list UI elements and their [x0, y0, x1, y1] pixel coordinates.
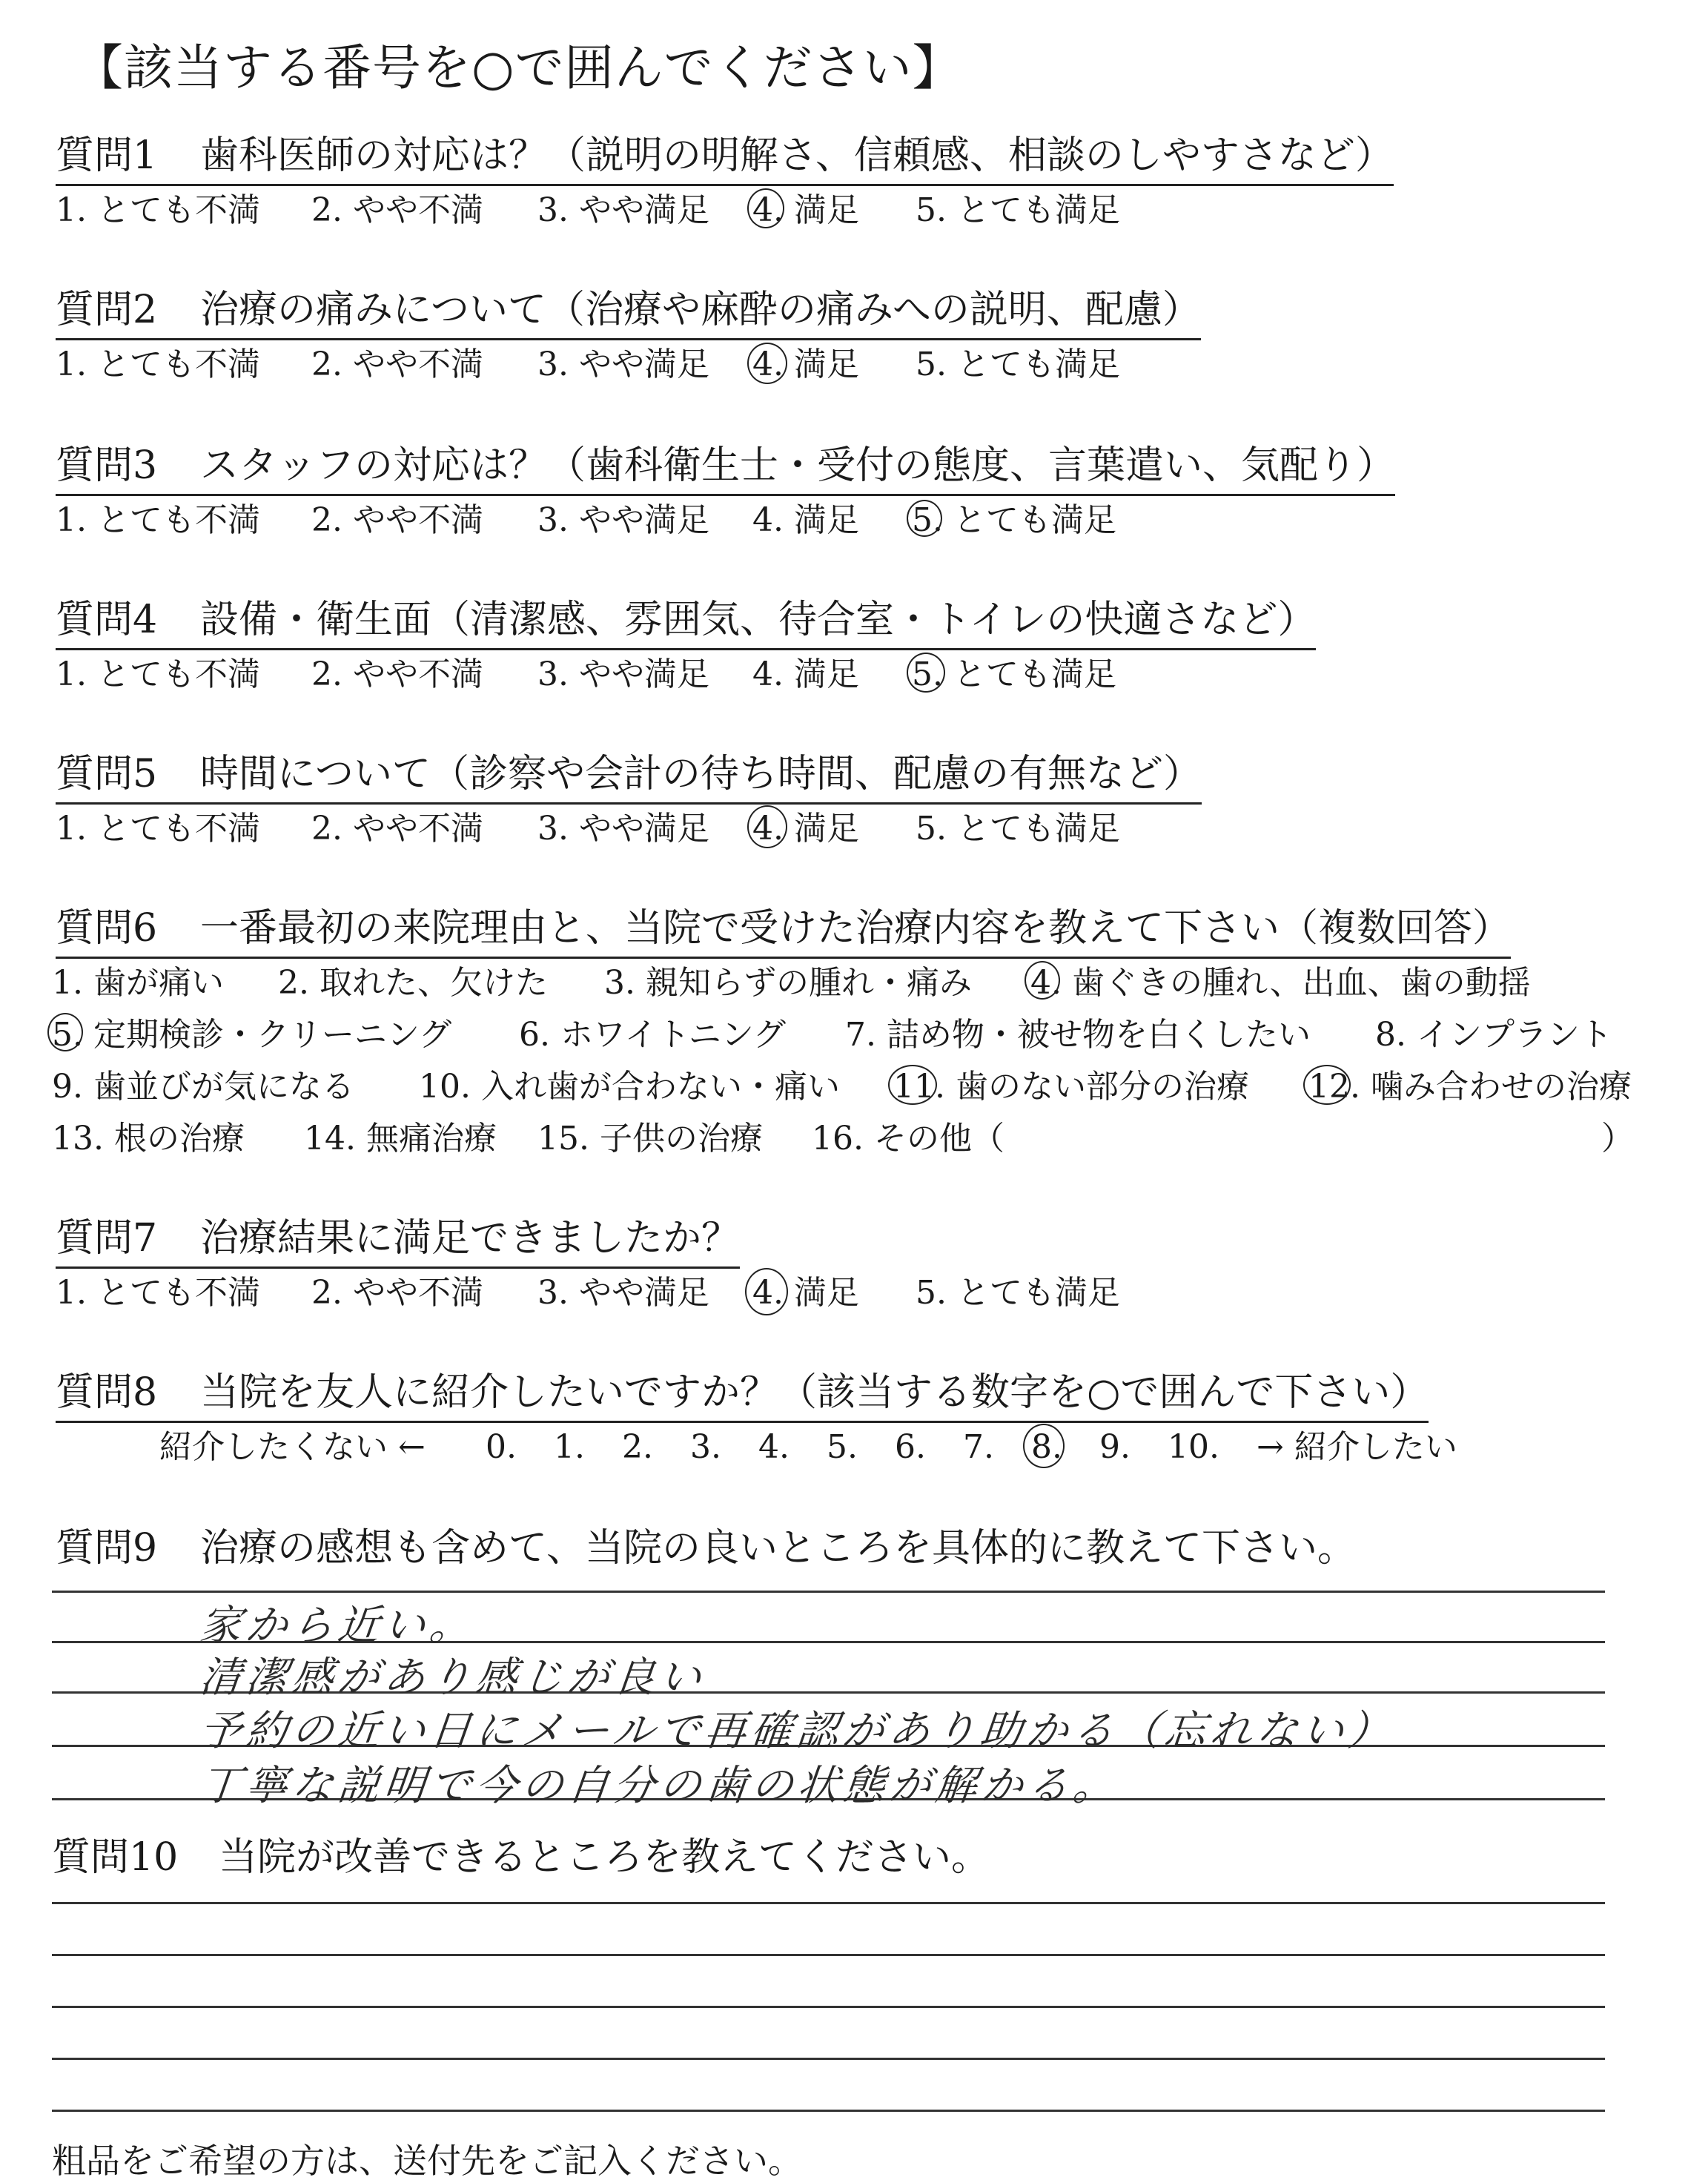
q2-selection-circle	[747, 343, 787, 384]
q5-selection-circle	[747, 805, 787, 848]
page-title: 【該当する番号を○で囲んでください】	[74, 39, 962, 96]
q8-option-8[interactable]: 8.	[1031, 1428, 1062, 1466]
q1-option-2[interactable]: 2. やや不満	[311, 191, 483, 229]
q7-option-1[interactable]: 1. とても不満	[56, 1274, 260, 1312]
q10-answer-line-4	[52, 2058, 1605, 2060]
q10-answer-line-1	[52, 1902, 1605, 1904]
q7-option-5[interactable]: 5. とても満足	[916, 1274, 1120, 1312]
q8-right-label: → 紹介したい	[1257, 1428, 1457, 1466]
question-4-options	[56, 655, 1242, 700]
q4-option-5[interactable]: 5. とても満足	[912, 655, 1116, 693]
q1-option-3[interactable]: 3. やや満足	[537, 191, 709, 229]
q9-handwritten-answer-2: 清潔感があり感じが良い	[197, 1654, 708, 1702]
footer-note: 粗品をご希望の方は、送付先をご記入ください。	[52, 2141, 802, 2181]
q7-option-2[interactable]: 2. やや不満	[311, 1274, 483, 1312]
question-3	[56, 443, 1395, 496]
q2-option-3[interactable]: 3. やや満足	[537, 346, 709, 383]
q8-option-9[interactable]: 9.	[1099, 1428, 1131, 1466]
q1-option-1[interactable]: 1. とても不満	[56, 191, 260, 229]
question-6	[56, 906, 1511, 959]
question-2-options	[56, 346, 1242, 390]
q3-option-2[interactable]: 2. やや不満	[311, 501, 483, 539]
q9-handwritten-answer-3: 予約の近い日にメールで再確認があり助かる（忘れない）	[197, 1707, 1397, 1755]
q6-option-8[interactable]: 8. インプラント	[1375, 1016, 1612, 1054]
q8-option-7[interactable]: 7.	[963, 1428, 994, 1466]
q2-option-2[interactable]: 2. やや不満	[311, 346, 483, 383]
q6-option-14[interactable]: 14. 無痛治療	[304, 1120, 497, 1157]
q7-option-4[interactable]: 4. 満足	[752, 1274, 859, 1312]
q6-option-2[interactable]: 2. 取れた、欠けた	[278, 964, 548, 1002]
q6-selection-circle-12	[1303, 1065, 1351, 1105]
q6-selection-circle-11	[888, 1065, 937, 1105]
q8-left-label: 紹介したくない ←	[159, 1428, 426, 1466]
q6-option-3[interactable]: 3. 親知らずの腫れ・痛み	[604, 964, 972, 1002]
q5-option-5[interactable]: 5. とても満足	[916, 810, 1120, 848]
q2-option-5[interactable]: 5. とても満足	[916, 346, 1120, 383]
q10-answer-line-2	[52, 1954, 1605, 1956]
q8-option-10[interactable]: 10.	[1168, 1428, 1219, 1466]
q6-option-1[interactable]: 1. 歯が痛い	[52, 964, 224, 1002]
question-9	[56, 1526, 1356, 1571]
q8-option-1[interactable]: 1.	[554, 1428, 585, 1466]
q1-option-5[interactable]: 5. とても満足	[916, 191, 1120, 229]
q7-selection-circle	[745, 1268, 788, 1315]
question-10	[52, 1835, 990, 1880]
question-5	[56, 752, 1202, 805]
q6-option-13[interactable]: 13. 根の治療	[52, 1120, 245, 1157]
q8-option-3[interactable]: 3.	[690, 1428, 721, 1466]
question-3-number: 質問3	[56, 443, 158, 488]
q6-option-9[interactable]: 9. 歯並びが気になる	[52, 1068, 354, 1106]
q6-selection-circle-5	[47, 1013, 83, 1051]
question-3-text: スタッフの対応は？（歯科衛生士・受付の態度、言葉遣い、気配り）	[200, 443, 1396, 488]
question-4	[56, 598, 1316, 650]
q6-option-7[interactable]: 7. 詰め物・被せ物を白くしたい	[845, 1016, 1311, 1054]
q6-option-6[interactable]: 6. ホワイトニング	[519, 1016, 787, 1054]
q1-selection-circle	[747, 188, 784, 228]
question-1	[56, 133, 1394, 186]
q8-option-0[interactable]: 0.	[486, 1428, 517, 1466]
q5-option-4[interactable]: 4. 満足	[752, 810, 859, 848]
question-9-text: 治療の感想も含めて、当院の良いところを具体的に教えて下さい。	[200, 1526, 1356, 1571]
q6-option-10[interactable]: 10. 入れ歯が合わない・痛い	[419, 1068, 840, 1106]
question-4-number: 質問4	[56, 598, 158, 642]
question-4-text: 設備・衛生面（清潔感、雰囲気、待合室・トイレの快適さなど）	[200, 598, 1317, 642]
q5-option-2[interactable]: 2. やや不満	[311, 810, 483, 848]
q9-handwritten-answer-4: 丁寧な説明で今の自分の歯の状態が解かる。	[197, 1762, 1122, 1810]
q7-option-3[interactable]: 3. やや満足	[537, 1274, 709, 1312]
q4-option-3[interactable]: 3. やや満足	[537, 655, 709, 693]
question-7-number: 質問7	[56, 1216, 158, 1261]
q9-handwritten-answer-1: 家から近い。	[197, 1602, 478, 1650]
question-5-number: 質問5	[56, 752, 158, 796]
q6-option-11[interactable]: 11. 歯のない部分の治療	[893, 1068, 1249, 1106]
question-8	[56, 1370, 1429, 1423]
q2-option-1[interactable]: 1. とても不満	[56, 346, 260, 383]
question-7-options	[56, 1274, 1242, 1318]
q6-option-16-close: ）	[1601, 1120, 1634, 1157]
question-9-number: 質問9	[56, 1526, 158, 1571]
question-6-number: 質問6	[56, 906, 158, 951]
q3-option-4[interactable]: 4. 満足	[752, 501, 859, 539]
q8-option-4[interactable]: 4.	[758, 1428, 790, 1466]
q6-option-4[interactable]: 4. 歯ぐきの腫れ、出血、歯の動揺	[1030, 964, 1531, 1002]
question-2	[56, 288, 1201, 340]
q6-selection-circle-4	[1025, 961, 1060, 1000]
q8-option-2[interactable]: 2.	[622, 1428, 653, 1466]
q3-option-1[interactable]: 1. とても不満	[56, 501, 260, 539]
question-6-text: 一番最初の来院理由と、当院で受けた治療内容を教えて下さい（複数回答）	[200, 906, 1512, 951]
q3-option-3[interactable]: 3. やや満足	[537, 501, 709, 539]
question-1-text: 歯科医師の対応は？（説明の明解さ、信頼感、相談のしやすさなど）	[200, 133, 1394, 178]
question-8-scale	[159, 1428, 1538, 1473]
q4-option-2[interactable]: 2. やや不満	[311, 655, 483, 693]
q4-option-1[interactable]: 1. とても不満	[56, 655, 260, 693]
question-5-options	[56, 810, 1242, 854]
q1-option-4[interactable]: 4. 満足	[752, 191, 859, 229]
q6-option-5[interactable]: 5. 定期検診・クリーニング	[52, 1016, 452, 1054]
q10-answer-line-5	[52, 2110, 1605, 2112]
question-8-number: 質問8	[56, 1370, 158, 1415]
q6-option-16[interactable]: 16. その他（	[812, 1120, 1004, 1157]
question-3-options	[56, 501, 1242, 546]
question-5-text: 時間について（診察や会計の待ち時間、配慮の有無など）	[200, 752, 1202, 796]
q10-answer-line-3	[52, 2006, 1605, 2008]
q8-selection-circle	[1023, 1424, 1065, 1468]
q8-option-5[interactable]: 5.	[827, 1428, 858, 1466]
question-1-number: 質問1	[56, 133, 158, 178]
q4-selection-circle	[907, 653, 945, 693]
question-10-text: 当院が改善できるところを教えてください。	[219, 1835, 990, 1880]
q2-option-4[interactable]: 4. 満足	[752, 346, 859, 383]
question-8-text: 当院を友人に紹介したいですか？（該当する数字を○で囲んで下さい）	[200, 1370, 1429, 1415]
q3-option-5[interactable]: 5. とても満足	[912, 501, 1116, 539]
question-7	[56, 1216, 740, 1269]
q6-option-12[interactable]: 12. 噛み合わせの治療	[1308, 1068, 1632, 1106]
question-6-options	[52, 964, 1668, 1172]
q8-option-6[interactable]: 6.	[895, 1428, 926, 1466]
question-10-number: 質問10	[52, 1835, 179, 1880]
q5-option-1[interactable]: 1. とても不満	[56, 810, 260, 848]
question-2-number: 質問2	[56, 288, 158, 332]
q5-option-3[interactable]: 3. やや満足	[537, 810, 709, 848]
question-2-text: 治療の痛みについて（治療や麻酔の痛みへの説明、配慮）	[200, 288, 1201, 332]
q6-option-15[interactable]: 15. 子供の治療	[537, 1120, 763, 1157]
question-1-options	[56, 191, 1242, 236]
question-7-text: 治療結果に満足できましたか？	[200, 1216, 741, 1261]
q4-option-4[interactable]: 4. 満足	[752, 655, 859, 693]
q3-selection-circle	[907, 500, 942, 537]
